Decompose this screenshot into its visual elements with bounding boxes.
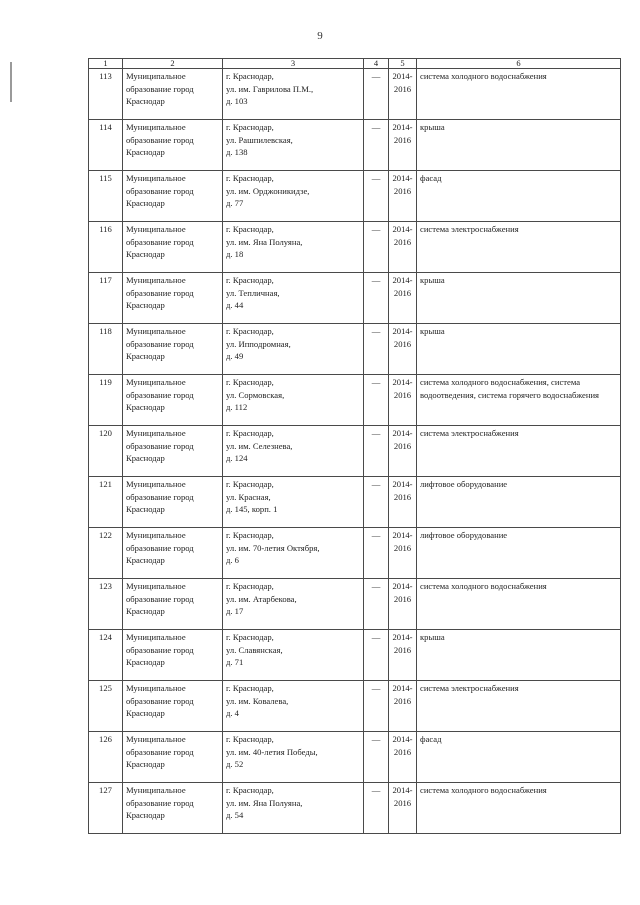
owner-line: Муниципальное [126, 632, 186, 642]
address-cell [223, 375, 364, 426]
works-type: крыша [420, 122, 445, 132]
column-4-cell [364, 681, 389, 732]
works-cell [417, 273, 621, 324]
works-cell [417, 681, 621, 732]
period-line: 2016 [393, 542, 412, 553]
owner-line: образование город [126, 593, 194, 604]
period-line: 2014- [392, 479, 413, 489]
address-line: г. Краснодар, [226, 530, 274, 540]
column-4-cell [364, 630, 389, 681]
works-type: система холодного водоснабжения, система водоотведения, система горячего водоснабжения [420, 377, 599, 400]
works-type: фасад [420, 173, 442, 183]
address-line: д. 138 [226, 147, 248, 157]
period-line: 2014- [392, 173, 413, 183]
owner-line: Краснодар [126, 708, 165, 718]
column-4-cell [364, 324, 389, 375]
period-cell [389, 222, 417, 273]
address-line: ул. им. Селезнева, [226, 440, 293, 451]
owner-line: Муниципальное [126, 173, 186, 183]
period-line: 2014- [392, 785, 413, 795]
period-line: 2016 [393, 797, 412, 808]
address-line: г. Краснодар, [226, 479, 274, 489]
owner-line: образование город [126, 389, 194, 400]
address-line: г. Краснодар, [226, 122, 274, 132]
address-line: д. 103 [226, 96, 248, 106]
address-line: д. 17 [226, 606, 244, 616]
column-4-value: — [371, 326, 381, 336]
period-cell [389, 375, 417, 426]
owner-cell [123, 273, 223, 324]
column-4-value: — [371, 173, 381, 183]
row-number-cell [89, 375, 123, 426]
owner-line: образование город [126, 491, 194, 502]
address-cell [223, 222, 364, 273]
address-line: ул. Красная, [226, 491, 271, 502]
period-cell [389, 579, 417, 630]
works-cell [417, 69, 621, 120]
owner-line: Краснодар [126, 198, 165, 208]
address-line: г. Краснодар, [226, 377, 274, 387]
column-4-cell [364, 171, 389, 222]
table-row [89, 681, 621, 732]
owner-line: образование город [126, 695, 194, 706]
address-line: г. Краснодар, [226, 326, 274, 336]
column-header-1: 1 [89, 59, 123, 69]
works-cell [417, 528, 621, 579]
column-4-value: — [371, 122, 381, 132]
column-4-value: — [371, 581, 381, 591]
column-header-3: 3 [223, 59, 364, 69]
row-number-cell [89, 732, 123, 783]
period-line: 2014- [392, 224, 413, 234]
column-4-cell [364, 426, 389, 477]
address-line: г. Краснодар, [226, 275, 274, 285]
period-line: 2016 [393, 287, 412, 298]
address-line: ул. Тепличная, [226, 287, 280, 298]
owner-line: Муниципальное [126, 683, 186, 693]
period-line: 2014- [392, 683, 413, 693]
period-line: 2016 [393, 134, 412, 145]
period-line: 2014- [392, 275, 413, 285]
works-cell [417, 324, 621, 375]
row-number: 124 [99, 632, 112, 642]
period-cell [389, 477, 417, 528]
address-line: д. 6 [226, 555, 239, 565]
owner-line: Краснодар [126, 504, 165, 514]
column-header-2: 2 [123, 59, 223, 69]
address-line: ул. им. Яна Полуяна, [226, 236, 303, 247]
owner-line: Муниципальное [126, 224, 186, 234]
column-4-cell [364, 69, 389, 120]
row-number: 117 [99, 275, 112, 285]
owner-cell [123, 171, 223, 222]
owner-line: Муниципальное [126, 530, 186, 540]
row-number: 115 [99, 173, 112, 183]
address-line: д. 77 [226, 198, 244, 208]
period-cell [389, 681, 417, 732]
works-type: система электроснабжения [420, 224, 519, 234]
period-line: 2014- [392, 632, 413, 642]
owner-cell [123, 783, 223, 834]
address-cell [223, 579, 364, 630]
owner-line: Краснодар [126, 759, 165, 769]
period-cell [389, 426, 417, 477]
address-cell [223, 528, 364, 579]
address-line: д. 4 [226, 708, 239, 718]
address-line: г. Краснодар, [226, 632, 274, 642]
row-number: 116 [99, 224, 112, 234]
address-line: д. 44 [226, 300, 244, 310]
owner-cell [123, 579, 223, 630]
row-number-cell [89, 171, 123, 222]
works-type: лифтовое оборудование [420, 530, 508, 540]
period-cell [389, 324, 417, 375]
row-number-cell [89, 783, 123, 834]
address-line: г. Краснодар, [226, 71, 274, 81]
works-cell [417, 171, 621, 222]
address-cell [223, 783, 364, 834]
table-row [89, 783, 621, 834]
owner-line: Муниципальное [126, 275, 186, 285]
period-cell [389, 732, 417, 783]
table-header-row [89, 59, 621, 69]
row-number: 123 [99, 581, 112, 591]
table-row [89, 630, 621, 681]
works-type: фасад [420, 734, 442, 744]
owner-line: Краснодар [126, 147, 165, 157]
table-row [89, 324, 621, 375]
period-line: 2016 [393, 83, 412, 94]
owner-line: образование город [126, 287, 194, 298]
owner-line: Краснодар [126, 810, 165, 820]
owner-line: образование город [126, 83, 194, 94]
column-4-value: — [371, 734, 381, 744]
owner-line: образование город [126, 797, 194, 808]
period-line: 2016 [393, 593, 412, 604]
column-4-value: — [371, 683, 381, 693]
row-number: 120 [99, 428, 112, 438]
period-line: 2014- [392, 71, 413, 81]
owner-cell [123, 69, 223, 120]
address-line: д. 54 [226, 810, 244, 820]
owner-cell [123, 732, 223, 783]
column-header-4: 4 [364, 59, 389, 69]
period-line: 2016 [393, 695, 412, 706]
column-4-cell [364, 222, 389, 273]
works-cell [417, 120, 621, 171]
row-number-cell [89, 222, 123, 273]
table-row [89, 120, 621, 171]
column-4-value: — [371, 428, 381, 438]
period-line: 2014- [392, 428, 413, 438]
address-cell [223, 681, 364, 732]
address-line: д. 124 [226, 453, 248, 463]
address-line: ул. им. 40-летия Победы, [226, 746, 318, 757]
works-type: лифтовое оборудование [420, 479, 508, 489]
owner-line: образование город [126, 542, 194, 553]
address-line: ул. Рашпилевская, [226, 134, 293, 145]
address-cell [223, 324, 364, 375]
column-4-value: — [371, 224, 381, 234]
row-number: 122 [99, 530, 112, 540]
row-number-cell [89, 579, 123, 630]
owner-line: Краснодар [126, 657, 165, 667]
address-line: г. Краснодар, [226, 428, 274, 438]
address-cell [223, 171, 364, 222]
period-line: 2016 [393, 644, 412, 655]
column-4-value: — [371, 785, 381, 795]
table-row [89, 171, 621, 222]
row-number: 125 [99, 683, 112, 693]
period-cell [389, 273, 417, 324]
works-cell [417, 477, 621, 528]
works-type: крыша [420, 632, 445, 642]
works-cell [417, 375, 621, 426]
address-cell [223, 426, 364, 477]
address-line: д. 71 [226, 657, 244, 667]
column-header-6: 6 [417, 59, 621, 69]
works-type: система холодного водоснабжения [420, 71, 547, 81]
owner-line: Краснодар [126, 249, 165, 259]
address-cell [223, 630, 364, 681]
works-cell [417, 783, 621, 834]
owner-cell [123, 222, 223, 273]
column-header-5: 5 [389, 59, 417, 69]
table-row [89, 222, 621, 273]
owner-line: Краснодар [126, 606, 165, 616]
row-number-cell [89, 120, 123, 171]
owner-line: образование город [126, 185, 194, 196]
owner-line: образование город [126, 338, 194, 349]
owner-line: образование город [126, 134, 194, 145]
owner-cell [123, 375, 223, 426]
address-line: ул. им. Ковалева, [226, 695, 289, 706]
address-line: ул. Ипподромная, [226, 338, 291, 349]
address-line: г. Краснодар, [226, 683, 274, 693]
row-number-cell [89, 681, 123, 732]
owner-line: Краснодар [126, 96, 165, 106]
address-line: ул. им. Орджоникидзе, [226, 185, 310, 196]
scan-margin-mark [10, 62, 12, 102]
owner-line: образование город [126, 236, 194, 247]
page-number: 9 [317, 30, 323, 42]
column-4-cell [364, 273, 389, 324]
row-number: 119 [99, 377, 112, 387]
row-number: 126 [99, 734, 112, 744]
owner-cell [123, 120, 223, 171]
row-number-cell [89, 273, 123, 324]
address-cell [223, 273, 364, 324]
table-row [89, 426, 621, 477]
owner-cell [123, 324, 223, 375]
period-cell [389, 120, 417, 171]
owner-line: образование город [126, 746, 194, 757]
address-line: д. 112 [226, 402, 248, 412]
period-line: 2014- [392, 581, 413, 591]
works-cell [417, 579, 621, 630]
table-row [89, 477, 621, 528]
owner-cell [123, 681, 223, 732]
works-cell [417, 732, 621, 783]
period-line: 2014- [392, 530, 413, 540]
column-4-cell [364, 783, 389, 834]
address-line: г. Краснодар, [226, 785, 274, 795]
column-4-value: — [371, 479, 381, 489]
works-cell [417, 222, 621, 273]
owner-line: Краснодар [126, 351, 165, 361]
owner-cell [123, 477, 223, 528]
period-line: 2016 [393, 440, 412, 451]
owner-line: Муниципальное [126, 734, 186, 744]
column-4-cell [364, 732, 389, 783]
address-line: ул. им. Яна Полуяна, [226, 797, 303, 808]
owner-line: Муниципальное [126, 479, 186, 489]
owner-line: Краснодар [126, 300, 165, 310]
address-line: д. 52 [226, 759, 244, 769]
column-4-value: — [371, 632, 381, 642]
works-type: система холодного водоснабжения [420, 785, 547, 795]
row-number: 113 [99, 71, 112, 81]
column-4-cell [364, 375, 389, 426]
period-cell [389, 528, 417, 579]
owner-line: Краснодар [126, 453, 165, 463]
row-number: 127 [99, 785, 112, 795]
row-number: 118 [99, 326, 112, 336]
period-line: 2014- [392, 122, 413, 132]
row-number: 114 [99, 122, 112, 132]
row-number-cell [89, 324, 123, 375]
period-cell [389, 630, 417, 681]
address-cell [223, 477, 364, 528]
works-cell [417, 426, 621, 477]
works-type: система электроснабжения [420, 683, 519, 693]
address-cell [223, 120, 364, 171]
owner-line: Муниципальное [126, 377, 186, 387]
owner-line: Муниципальное [126, 122, 186, 132]
column-4-cell [364, 120, 389, 171]
owner-line: Муниципальное [126, 428, 186, 438]
address-line: д. 18 [226, 249, 244, 259]
works-cell [417, 630, 621, 681]
table-row [89, 69, 621, 120]
period-cell [389, 171, 417, 222]
period-line: 2016 [393, 746, 412, 757]
period-line: 2016 [393, 389, 412, 400]
column-4-value: — [371, 275, 381, 285]
period-cell [389, 783, 417, 834]
period-line: 2016 [393, 491, 412, 502]
address-cell [223, 69, 364, 120]
table-row [89, 273, 621, 324]
address-line: г. Краснодар, [226, 734, 274, 744]
period-line: 2016 [393, 338, 412, 349]
period-line: 2014- [392, 326, 413, 336]
owner-cell [123, 630, 223, 681]
row-number-cell [89, 426, 123, 477]
address-line: ул. им. Гаврилова П.М., [226, 83, 314, 94]
works-type: крыша [420, 326, 445, 336]
works-type: система холодного водоснабжения [420, 581, 547, 591]
address-line: ул. Сормовская, [226, 389, 285, 400]
period-line: 2014- [392, 377, 413, 387]
row-number-cell [89, 477, 123, 528]
row-number-cell [89, 69, 123, 120]
address-line: ул. Славянская, [226, 644, 283, 655]
period-line: 2014- [392, 734, 413, 744]
works-type: система электроснабжения [420, 428, 519, 438]
owner-cell [123, 426, 223, 477]
column-4-cell [364, 528, 389, 579]
owner-line: Муниципальное [126, 326, 186, 336]
column-4-cell [364, 477, 389, 528]
register-table [88, 58, 621, 834]
works-type: крыша [420, 275, 445, 285]
owner-line: образование город [126, 644, 194, 655]
period-line: 2016 [393, 236, 412, 247]
address-line: г. Краснодар, [226, 224, 274, 234]
address-cell [223, 732, 364, 783]
address-line: ул. им. Атарбекова, [226, 593, 297, 604]
column-4-value: — [371, 530, 381, 540]
table-row [89, 732, 621, 783]
table-row [89, 375, 621, 426]
table-row [89, 528, 621, 579]
period-cell [389, 69, 417, 120]
row-number-cell [89, 630, 123, 681]
owner-line: Краснодар [126, 555, 165, 565]
owner-line: Муниципальное [126, 581, 186, 591]
column-4-value: — [371, 377, 381, 387]
owner-line: Муниципальное [126, 71, 186, 81]
row-number-cell [89, 528, 123, 579]
column-4-value: — [371, 71, 381, 81]
owner-cell [123, 528, 223, 579]
period-line: 2016 [393, 185, 412, 196]
column-4-cell [364, 579, 389, 630]
table-row [89, 579, 621, 630]
address-line: д. 49 [226, 351, 244, 361]
address-line: ул. им. 70-летия Октября, [226, 542, 320, 553]
owner-line: Муниципальное [126, 785, 186, 795]
owner-line: Краснодар [126, 402, 165, 412]
address-line: г. Краснодар, [226, 173, 274, 183]
row-number: 121 [99, 479, 112, 489]
address-line: д. 145, корп. 1 [226, 504, 278, 514]
owner-line: образование город [126, 440, 194, 451]
address-line: г. Краснодар, [226, 581, 274, 591]
